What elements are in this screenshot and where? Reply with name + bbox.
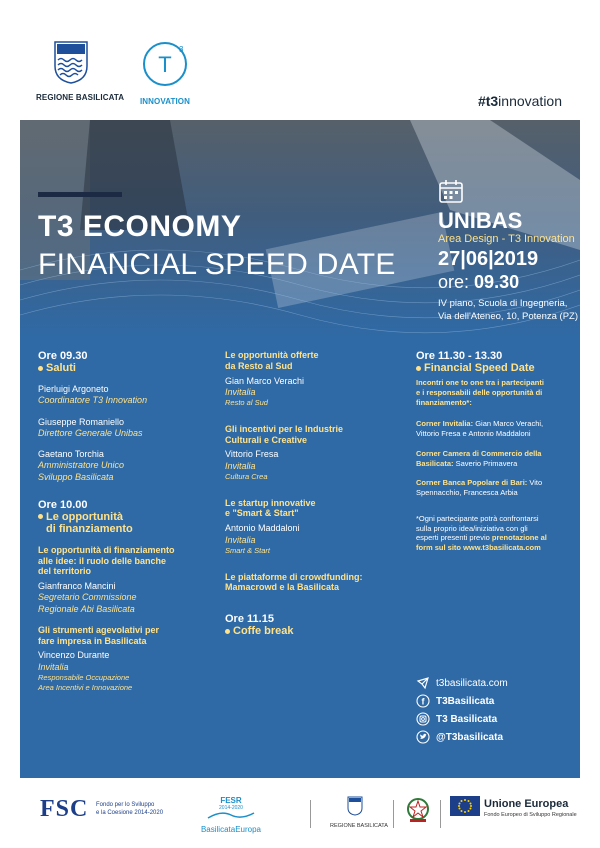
regione-basilicata-logo	[36, 40, 125, 102]
twitter-link[interactable]: @T3basilicata	[436, 731, 504, 743]
corner-label: Corner Camera di Commercio della	[416, 448, 542, 458]
fesr-name: BasilicataEuropa	[200, 825, 262, 834]
talk-title: Gli strumenti agevolativi per	[38, 624, 160, 635]
social-instagram[interactable]	[416, 712, 497, 726]
time-slot: Ore 11.15	[225, 613, 274, 626]
time-slot: Ore 11.30 - 13.30	[416, 350, 503, 362]
title-accent-bar	[38, 192, 122, 197]
time-prefix: ore:	[438, 272, 470, 292]
corner-label: Corner Invitalia:	[416, 419, 474, 429]
intro-line: e i responsabili delle opportunità di	[416, 387, 543, 397]
program-column-1	[38, 350, 213, 692]
eu-subtitle: Fondo Europeo di Sviluppo Regionale	[484, 812, 577, 818]
event-subtitle: FINANCIAL SPEED DATE	[38, 248, 396, 281]
facebook-icon	[416, 694, 430, 708]
speaker-name: Vincenzo Durante	[38, 650, 110, 661]
corner-names: Spennacchio, Francesca Arbia	[416, 488, 518, 497]
session-title	[416, 362, 576, 374]
corner-label: Basilicata:	[416, 458, 454, 468]
facebook-link[interactable]: T3Basilicata	[436, 695, 495, 707]
time-value: 09.30	[474, 272, 520, 292]
fesr-wave-icon	[206, 810, 256, 820]
speaker-role: Resto al Sud	[225, 398, 268, 408]
footer-logos	[0, 778, 600, 848]
speaker-name: Antonio Maddaloni	[225, 523, 300, 534]
program-column-2	[225, 350, 405, 637]
address-line-2: Via dell'Ateneo, 10, Potenza (PZ)	[438, 311, 578, 322]
speaker-name: Gian Marco Verachi	[225, 375, 305, 386]
talk-title: del territorio	[38, 566, 92, 577]
program-section	[20, 338, 580, 778]
talk-title: Le startup innovative	[225, 497, 316, 508]
regione-label: REGIONE BASILICATA	[36, 93, 125, 102]
corner-names: Gian Marco Verachi,	[473, 419, 544, 429]
session-label: Le opportunità	[46, 510, 123, 523]
fsc-logo	[40, 796, 164, 823]
speaker-role: Smart & Start	[225, 545, 271, 555]
talk-title: Gli incentivi per le Industrie	[225, 423, 344, 434]
venue-name: UNIBAS	[438, 208, 523, 233]
instagram-link[interactable]: T3 Basilicata	[436, 713, 498, 725]
speaker-name: Gianfranco Mancini	[38, 581, 116, 592]
social-twitter[interactable]	[416, 730, 503, 744]
talk-title: Le opportunità offerte	[225, 350, 319, 360]
speed-date-intro	[416, 398, 576, 408]
corner-camera-line2	[416, 459, 576, 469]
session-title-line2: di finanziamento	[46, 522, 133, 535]
event-date: 27|06|2019	[438, 248, 539, 270]
talk-title: Le piattaforme di crowdfunding:	[225, 571, 363, 582]
speaker-role: Segretario Commissione	[38, 592, 137, 603]
talk-title: Mamacrowd e la Basilicata	[225, 582, 340, 593]
header	[0, 0, 600, 120]
bullet-icon	[38, 514, 43, 519]
talk-title: Culturali e Creative	[225, 434, 308, 445]
program-column-3	[416, 350, 576, 553]
speaker-name: Giuseppe Romaniello	[38, 416, 125, 427]
twitter-icon	[416, 730, 430, 744]
regione-shield-icon	[347, 796, 363, 816]
speaker-name: Pierluigi Argoneto	[38, 384, 109, 394]
session-label: Coffe break	[233, 625, 294, 638]
bullet-icon	[416, 366, 421, 371]
hashtag-prefix: #t3	[477, 93, 499, 109]
regione-footer-label: REGIONE BASILICATA	[330, 823, 388, 829]
time-slot: Ore 09.30	[38, 350, 88, 362]
session-label: Saluti	[46, 362, 76, 374]
corner-invitalia	[416, 419, 576, 429]
session-title	[38, 362, 213, 374]
speaker-name: Gaetano Torchia	[38, 449, 104, 459]
event-title: T3 ECONOMY	[38, 210, 242, 243]
talk-title: alle idee: il ruolo delle banche	[38, 555, 167, 566]
note-line: *Ogni partecipante potrà confrontarsi	[416, 513, 539, 523]
note-emphasis: form sul sito www.t3basilicata.com	[416, 543, 541, 552]
svg-text:3: 3	[179, 45, 184, 54]
talk-title: Le opportunità di finanziamento	[38, 544, 175, 555]
fsc-caption-line: e la Coesione 2014-2020	[96, 809, 164, 816]
session-title	[225, 625, 405, 637]
hashtag-suffix: innovation	[498, 93, 562, 109]
hero-banner	[20, 120, 580, 338]
italian-emblem	[405, 796, 431, 829]
session-label: Financial Speed Date	[424, 362, 535, 374]
speaker-role: Amministratore Unico	[38, 460, 125, 471]
regione-shield-icon	[53, 40, 89, 84]
time-slot: Ore 10.00	[38, 498, 88, 511]
divider	[310, 800, 311, 828]
speaker-role: Sviluppo Basilicata	[38, 471, 114, 482]
t3-innovation-logo	[135, 40, 195, 106]
regione-footer-logo	[330, 796, 388, 829]
divider	[393, 800, 394, 828]
corner-camera	[416, 449, 576, 459]
fsc-mark: FSC	[40, 796, 89, 822]
fesr-logo	[196, 796, 266, 834]
intro-line: Incontri one to one tra i partecipanti	[416, 378, 544, 387]
note-line	[416, 533, 576, 543]
speaker-name: Vittorio Fresa	[225, 449, 279, 460]
corner-names: Vittorio Fresa e Antonio Maddaloni	[416, 429, 531, 438]
calendar-icon	[438, 178, 464, 204]
speaker-role: Responsabile Occupazione	[38, 672, 130, 682]
bullet-icon	[38, 366, 43, 371]
talk-title: fare impresa in Basilicata	[38, 635, 147, 646]
note-emphasis: prenotazione al	[491, 533, 547, 543]
speed-date-intro	[416, 378, 576, 388]
fsc-caption	[96, 802, 186, 818]
speaker-org: Invitalia	[225, 534, 256, 545]
eu-flag-icon	[450, 796, 480, 816]
talk-title: da Resto al Sud	[225, 360, 293, 371]
note-text: esperti presenti previo	[416, 533, 492, 543]
speaker-role: Regionale Abi Basilicata	[38, 603, 135, 614]
t3-mark: T	[158, 52, 172, 77]
hashtag	[478, 93, 562, 109]
instagram-icon	[416, 712, 430, 726]
speaker-org: Invitalia	[38, 661, 69, 672]
t3-circle-icon	[141, 40, 189, 88]
fesr-mark: FESR	[220, 796, 242, 805]
event-time	[438, 272, 519, 293]
fsc-caption-line: Fondo per lo Sviluppo	[96, 802, 155, 808]
speed-date-intro	[416, 388, 576, 398]
fesr-period: 2014-2020	[219, 805, 243, 811]
venue-area: Area Design - T3 Innovation	[438, 233, 575, 245]
corner-label: Corner Banca Popolare di Bari:	[416, 478, 528, 488]
bullet-icon	[225, 629, 230, 634]
innovation-label: INNOVATION	[139, 97, 191, 106]
italian-republic-emblem-icon	[405, 796, 431, 824]
intro-line: finanziamento*:	[416, 397, 472, 407]
social-website[interactable]	[416, 676, 508, 690]
speaker-role: Coordinatore T3 Innovation	[38, 395, 148, 406]
note-line	[416, 543, 576, 553]
website-link[interactable]: t3basilicata.com	[436, 677, 508, 689]
speaker-org: Invitalia	[225, 460, 256, 471]
corner-names: Saverio Primavera	[453, 458, 518, 468]
address-line-1: IV piano, Scuola di Ingegneria,	[438, 298, 568, 309]
eu-name: Unione Europea	[484, 798, 569, 810]
social-facebook[interactable]	[416, 694, 494, 708]
speaker-role: Area Incentivi e Innovazione	[38, 682, 133, 692]
corner-names: Vito	[527, 478, 543, 488]
talk-title: e "Smart & Start"	[225, 508, 299, 519]
corner-banca	[416, 478, 576, 488]
speaker-role: Cultura Crea	[225, 471, 268, 481]
session-title	[38, 511, 213, 523]
eu-logo	[450, 796, 577, 821]
speaker-org: Invitalia	[225, 386, 256, 397]
rocket-icon	[416, 676, 430, 690]
note-line: sulla proprio idea/iniziativa con gli	[416, 523, 528, 533]
divider	[440, 800, 441, 828]
speaker-role: Direttore Generale Unibas	[38, 427, 143, 438]
svg-text:f: f	[421, 696, 425, 707]
